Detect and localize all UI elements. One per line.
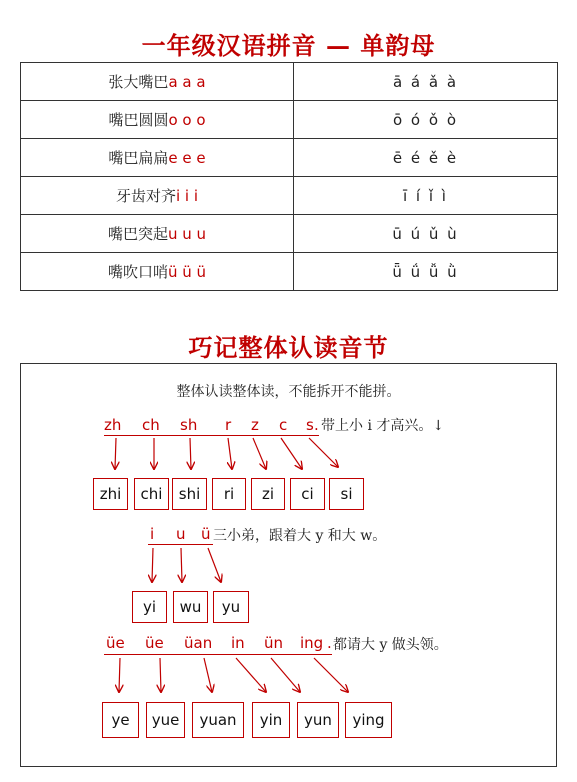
- vowel-letters: ü ü ü: [167, 263, 207, 281]
- syllable-box: shi: [172, 478, 207, 510]
- syllable-box: ye: [102, 702, 139, 738]
- final-label: üe: [106, 634, 125, 652]
- vowel-letters: i i i: [175, 187, 199, 205]
- initial-label: zh: [104, 416, 122, 434]
- syllable-box: ying: [345, 702, 392, 738]
- syllable-box: yi: [132, 591, 167, 623]
- phrase-text: 牙齿对齐: [115, 187, 176, 205]
- syllable-box: wu: [173, 591, 208, 623]
- section-title: 巧记整体认读音节: [188, 333, 389, 362]
- final-label: üe: [145, 634, 164, 652]
- syllable-box: yuan: [192, 702, 244, 738]
- arrow-icon: [309, 438, 338, 467]
- arrow-icon: [281, 438, 302, 469]
- phrase-text: 张大嘴巴: [108, 73, 169, 91]
- vowel-letters: u u u: [167, 225, 207, 243]
- main-title: 一年级汉语拼音 — 单韵母: [141, 31, 436, 60]
- vowel-label: i: [150, 525, 155, 543]
- initial-label: sh: [180, 416, 198, 434]
- tone-marks: ū ú ǔ ù: [392, 224, 459, 243]
- syllable-box: ci: [290, 478, 325, 510]
- arrow-icon: [228, 438, 232, 469]
- group1-rhyme: 带上小 i 才高兴。↓: [321, 418, 445, 434]
- label-dot: .: [327, 634, 332, 652]
- group3-rhyme: 都请大 y 做头领。: [333, 637, 448, 653]
- arrow-icon: [160, 658, 161, 692]
- tone-marks: ē é ě è: [392, 148, 459, 167]
- arrow-icon: [181, 548, 182, 582]
- arrow-icon: [152, 548, 153, 582]
- arrow-icon: [253, 438, 266, 469]
- phrase-text: 嘴巴突起: [107, 225, 168, 243]
- phrase-text: 嘴吹口哨: [107, 263, 168, 281]
- arrow-icon: [119, 658, 120, 692]
- final-label: in: [231, 634, 245, 652]
- label-dot: .: [314, 416, 319, 434]
- final-label: ing: [300, 634, 324, 652]
- tone-marks: ō ó ǒ ò: [392, 110, 458, 129]
- syllable-box: yun: [297, 702, 339, 738]
- syllable-box: zhi: [93, 478, 128, 510]
- arrow-icon: [208, 548, 221, 582]
- arrow-icon: [271, 658, 300, 692]
- arrow-icon: [190, 438, 191, 469]
- arrow-icon: [204, 658, 212, 692]
- tone-marks: ā á ǎ à: [392, 72, 459, 91]
- tone-marks: ǖ ǘ ǚ ǜ: [392, 262, 459, 281]
- arrow-icon: [314, 658, 348, 692]
- vowel-letters: e e e: [168, 149, 206, 167]
- arrow-icon: [236, 658, 266, 692]
- syllable-box: zi: [251, 478, 285, 510]
- phrase-text: 嘴巴圆圆: [108, 111, 169, 129]
- initial-label: s: [306, 416, 314, 434]
- syllable-box: chi: [134, 478, 169, 510]
- vowel-label: u: [176, 525, 186, 543]
- syllable-box: si: [329, 478, 364, 510]
- final-label: üan: [184, 634, 213, 652]
- syllable-box: yu: [213, 591, 249, 623]
- syllable-box: yue: [146, 702, 185, 738]
- phrase-text: 嘴巴扁扁: [108, 149, 169, 167]
- initial-label: c: [279, 416, 288, 434]
- initial-label: z: [251, 416, 259, 434]
- vowel-letters: a a a: [168, 73, 206, 91]
- group2-rhyme: 三小弟，跟着大 y 和大 w。: [213, 528, 387, 544]
- initial-label: r: [225, 416, 232, 434]
- vowel-label: ü: [201, 525, 211, 543]
- syllable-box: ri: [212, 478, 246, 510]
- vowel-letters: o o o: [168, 111, 206, 129]
- arrow-icon: [115, 438, 116, 469]
- initial-label: ch: [142, 416, 160, 434]
- syllable-box: yin: [252, 702, 290, 738]
- final-label: ün: [264, 634, 284, 652]
- intro-rhyme: 整体认读整体读，不能拆开不能拼。: [176, 384, 401, 400]
- tone-marks: ī í ǐ ì: [403, 186, 448, 205]
